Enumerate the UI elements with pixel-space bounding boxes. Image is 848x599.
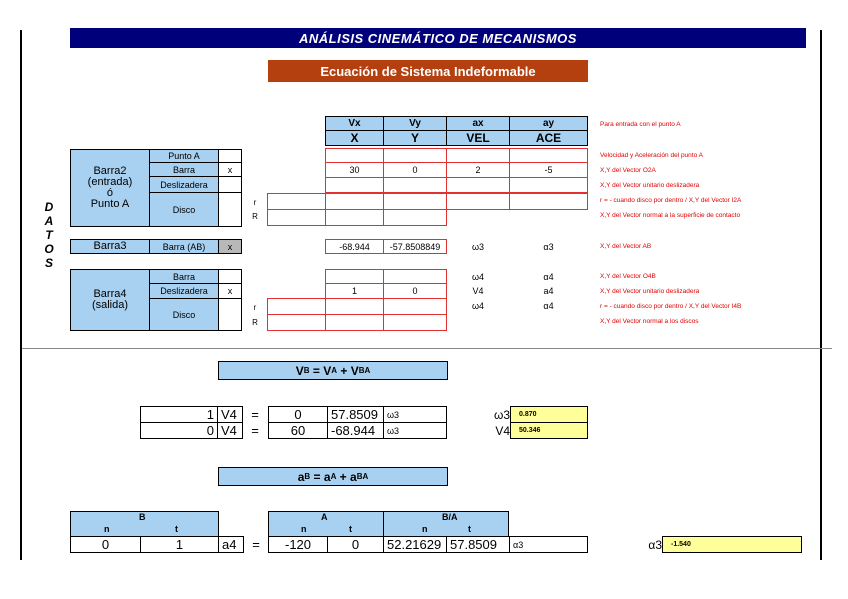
barra2-desl-3[interactable] (446, 177, 510, 193)
barra4-r-label: r (253, 302, 257, 312)
barra2-disco-4[interactable] (509, 193, 588, 210)
eq-v-b: V (295, 363, 304, 378)
accel-group-a-label: A (321, 512, 328, 522)
barra4-vel-3: ω4 (471, 301, 485, 311)
datos-letter-t: T (45, 228, 53, 242)
eq-v-plus: + (337, 363, 351, 378)
vel-row1-a: 0 (268, 406, 328, 423)
barra4-ace-2: a4 (543, 286, 554, 296)
barra2-label: Barra2 (entrada) ó Punto A (70, 149, 150, 227)
eq-v-a-sub: A (331, 366, 337, 375)
datos-letter-s: S (44, 256, 53, 270)
barra2-disco-x[interactable] (325, 193, 384, 210)
header-y: Y (383, 130, 447, 146)
header-ace: ACE (509, 130, 588, 146)
barra4-disco-x[interactable] (325, 298, 384, 315)
barra4-label: Barra4 (salida) (70, 269, 150, 331)
accel-group-b-header (70, 511, 219, 537)
note-normal-4: X,Y del Vector normal a los discos (600, 318, 699, 325)
accel-b-n-label: n (104, 524, 110, 534)
barra4-desl-x[interactable]: 1 (325, 283, 384, 299)
barra2-check-punto-a[interactable] (218, 149, 242, 163)
eq-a-a-sub: A (330, 472, 337, 481)
barra4-row-barra: Barra (149, 269, 219, 284)
header-vel: VEL (446, 130, 510, 146)
barra2-px-x[interactable] (325, 148, 384, 163)
section-subtitle: Ecuación de Sistema Indeformable (268, 60, 588, 82)
accel-group-ba-label: B/A (442, 512, 458, 522)
barra4-desl-y[interactable]: 0 (383, 283, 447, 299)
accel-a-t: 0 (327, 536, 384, 553)
barra4-disco-y[interactable] (383, 298, 447, 315)
barra2-row-deslizadera: Deslizadera (149, 176, 219, 193)
vel-row2-a: 60 (268, 422, 328, 439)
barra4-R-label: R (252, 317, 258, 327)
barra2-R-input[interactable] (267, 209, 326, 226)
barra2-ace-input[interactable]: -5 (509, 162, 588, 178)
left-border (20, 30, 22, 560)
barra2-desl-y[interactable] (383, 177, 447, 193)
acceleration-equation (218, 467, 448, 486)
barra3-x-value: -68.944 (325, 239, 384, 254)
eq-v-a: V (323, 363, 332, 378)
velocity-equation (218, 361, 448, 380)
header-ax: ax (446, 116, 510, 131)
accel-b-t: 1 (140, 536, 219, 553)
accel-a-n-label: n (301, 524, 307, 534)
datos-letter-a: A (44, 214, 54, 228)
header-vx: Vx (325, 116, 384, 131)
accel-b-t-label: t (175, 524, 178, 534)
barra3-check[interactable]: x (218, 239, 242, 254)
result-v4-label: V4 (495, 423, 510, 438)
vel-row1-eq: = (251, 407, 259, 422)
vel-row1-b: 57.8509 (327, 406, 384, 423)
barra2-normal-x[interactable] (325, 209, 384, 226)
result-omega3-label: ω3 (493, 407, 510, 422)
barra4-check-barra[interactable] (218, 269, 242, 284)
barra2-px-ace[interactable] (509, 148, 588, 163)
eq-v-equals: = (309, 363, 324, 378)
barra4-r-input[interactable] (267, 298, 326, 315)
eq-v-ba: V (350, 363, 359, 378)
note-unitario-2: X,Y del Vector unitario deslizadera (600, 182, 700, 189)
barra3-omega: ω3 (471, 241, 485, 252)
vel-row2-var: V4 (217, 422, 243, 439)
accel-ba-t: 57.8509 (446, 536, 510, 553)
barra2-check-disco[interactable] (218, 192, 242, 227)
accel-alpha: α3 (509, 536, 588, 553)
accel-a-t-label: t (349, 524, 352, 534)
header-vy: Vy (383, 116, 447, 131)
eq-a-ba-sub: BA (356, 472, 369, 481)
barra2-check-barra[interactable]: x (218, 162, 242, 177)
barra2-desl-x[interactable] (325, 177, 384, 193)
page-title: ANÁLISIS CINEMÁTICO DE MECANISMOS (70, 28, 806, 48)
barra2-check-deslizadera[interactable] (218, 176, 242, 193)
barra2-r-input[interactable] (267, 193, 326, 210)
barra4-row-disco: Disco (149, 298, 219, 331)
header-x: X (325, 130, 384, 146)
vel-row2-coef: 0 (140, 422, 218, 439)
vel-row2-b: -68.944 (327, 422, 384, 439)
note-disco-2: r = - cuando disco por dentro / X,Y del Vector I2A (600, 197, 742, 204)
barra4-normal-y[interactable] (383, 314, 447, 331)
right-border (820, 30, 822, 560)
barra2-disco-3[interactable] (446, 193, 510, 210)
result-alpha3-value: -1.540 (662, 536, 802, 553)
eq-a-b: a (297, 469, 305, 484)
eq-v-b-sub: B (303, 366, 310, 375)
accel-ba-n-label: n (422, 524, 428, 534)
accel-ba-n: 52.21629 (383, 536, 447, 553)
barra4-check-deslizadera[interactable]: x (218, 283, 242, 299)
vel-row2-w: ω3 (383, 422, 447, 439)
note-o4b: X,Y del Vector O4B (600, 273, 656, 280)
barra3-type: Barra (AB) (149, 239, 219, 254)
note-unitario-4: X,Y del Vector unitario deslizadera (600, 288, 700, 295)
accel-b-n: 0 (70, 536, 141, 553)
note-o2a: X,Y del Vector O2A (600, 167, 656, 174)
barra4-row-deslizadera: Deslizadera (149, 283, 219, 299)
barra3-label: Barra3 (70, 239, 150, 254)
barra2-desl-4[interactable] (509, 177, 588, 193)
barra2-px-y[interactable] (383, 148, 447, 163)
barra4-R-input[interactable] (267, 314, 326, 331)
accel-group-a-header (268, 511, 384, 537)
note-ab: X,Y del Vector AB (600, 243, 652, 250)
accel-group-ba-header (383, 511, 509, 537)
barra2-row-disco: Disco (149, 192, 219, 227)
vel-row1-var: V4 (217, 406, 243, 423)
vel-row1-coef: 1 (140, 406, 218, 423)
note-normal-2: X,Y del Vector normal a la superficie de contacto (600, 212, 741, 219)
barra4-vel-2: V4 (472, 286, 484, 296)
barra2-disco-y[interactable] (383, 193, 447, 210)
section-divider (22, 348, 832, 349)
eq-a-b-sub: B (304, 472, 311, 481)
barra4-o4b-x[interactable] (325, 269, 384, 284)
note-entrada: Para entrada con el punto A (600, 121, 681, 128)
eq-a-a: a (323, 469, 331, 484)
result-alpha3-label: α3 (648, 537, 662, 552)
header-ay: ay (509, 116, 588, 131)
vel-row2-eq: = (251, 423, 259, 438)
note-disco-4: r = - cuando disco por dentro / X,Y del Vector I4B (600, 303, 742, 310)
barra3-alpha: α3 (543, 241, 554, 252)
eq-a-equals: = (310, 469, 324, 484)
eq-a-plus: + (336, 469, 351, 484)
datos-letter-o: O (44, 242, 54, 256)
barra4-ace-1: α4 (543, 271, 554, 282)
accel-eq: = (252, 537, 260, 552)
barra2-px-vel[interactable] (446, 148, 510, 163)
barra4-check-disco[interactable] (218, 298, 242, 331)
barra2-r-label: r (253, 197, 257, 207)
accel-var: a4 (218, 536, 244, 553)
result-omega3-value: 0.870 (510, 406, 588, 423)
accel-a-n: -120 (268, 536, 328, 553)
barra3-y-value: -57.8508849 (383, 239, 447, 254)
barra4-vel-1: ω4 (471, 271, 485, 282)
barra4-ace-3: α4 (543, 301, 554, 311)
barra2-normal-y[interactable] (383, 209, 447, 226)
barra2-x-input[interactable]: 30 (325, 162, 384, 178)
eq-v-ba-sub: BA (358, 366, 371, 375)
barra2-R-label: R (252, 211, 258, 221)
barra2-row-barra: Barra (149, 162, 219, 177)
barra4-o4b-y[interactable] (383, 269, 447, 284)
accel-ba-t-label: t (468, 524, 471, 534)
datos-letter-d: D (44, 200, 54, 214)
accel-group-b-label: B (139, 512, 146, 522)
note-vel-acel: Velocidad y Aceleración del punto A (600, 152, 703, 159)
barra2-y-input[interactable]: 0 (383, 162, 447, 178)
eq-a-ba: a (350, 469, 357, 484)
barra2-vel-input[interactable]: 2 (446, 162, 510, 178)
barra2-row-punto-a: Punto A (149, 149, 219, 163)
barra4-normal-x[interactable] (325, 314, 384, 331)
vel-row1-w: ω3 (383, 406, 447, 423)
result-v4-value: 50.346 (510, 422, 588, 439)
